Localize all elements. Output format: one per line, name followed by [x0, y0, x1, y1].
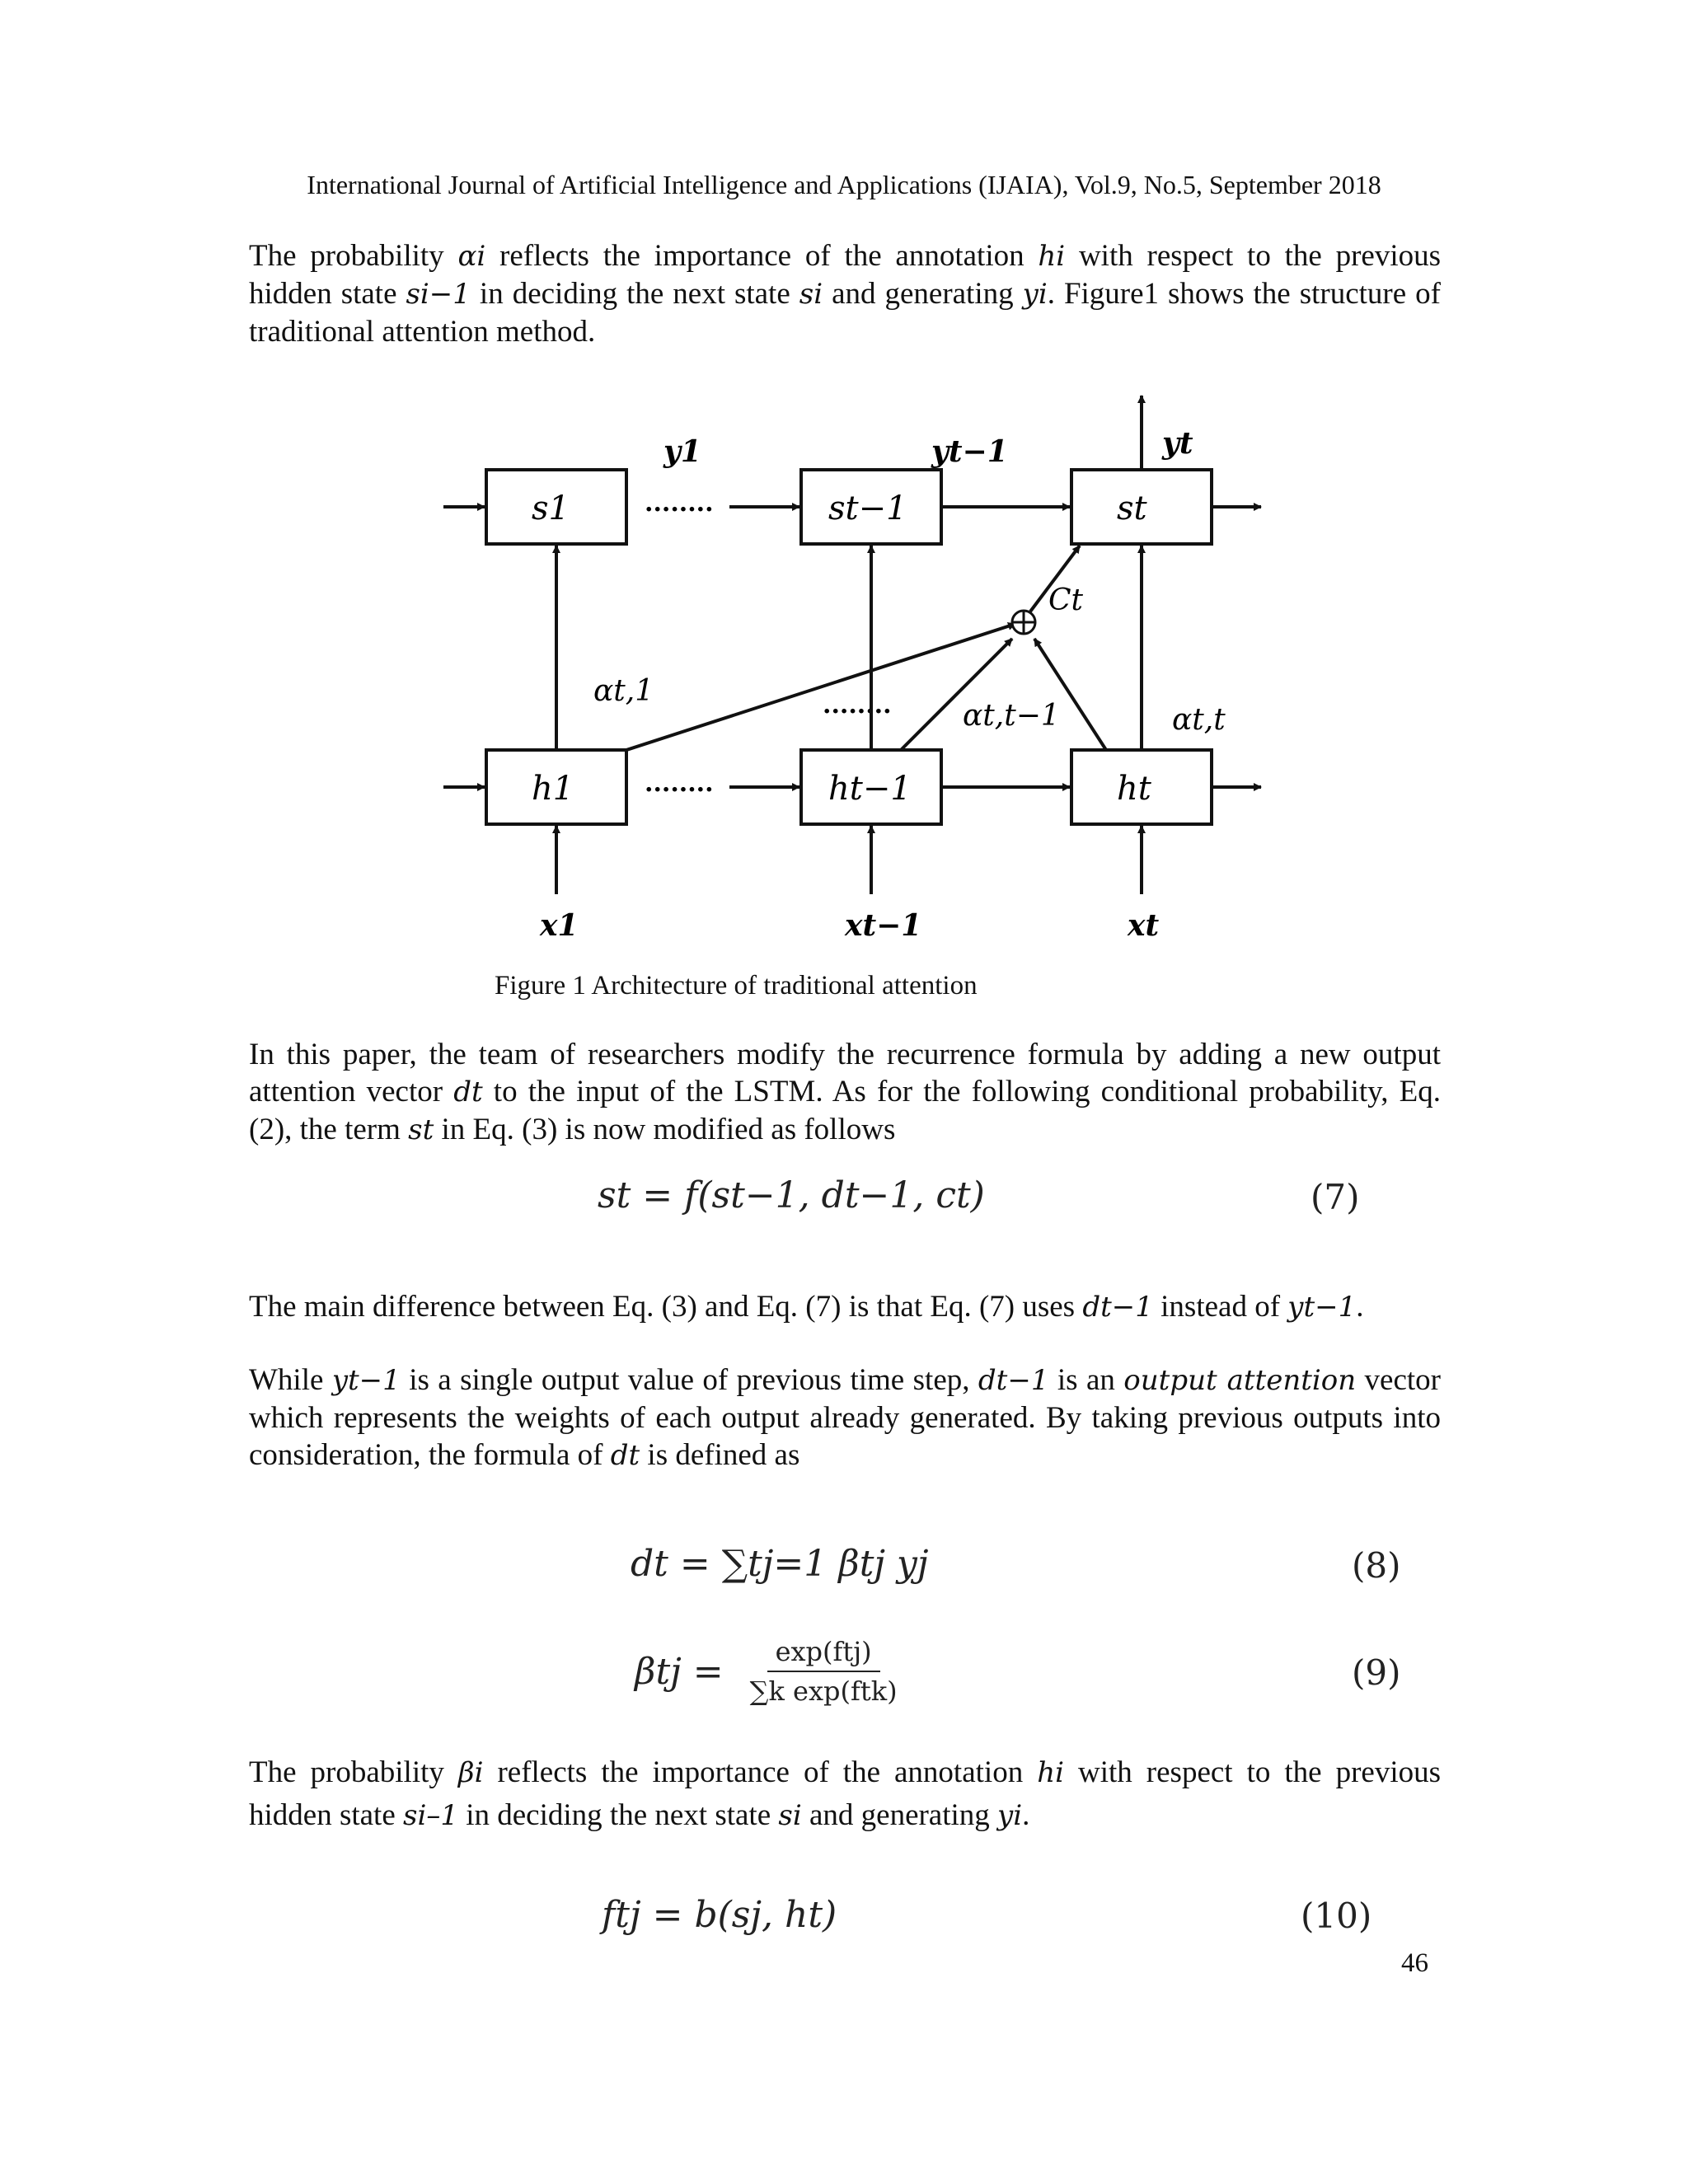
label-ht: ht: [1117, 770, 1151, 808]
paragraph-4: While yt−1 is a single output value of previous time step, dt−1 is an output attention vector which represents the weights of each output already generated. By taking previous outputs into consideration, the formula of dt is defined as: [249, 1363, 1441, 1472]
equation-9-numerator: exp(ftj): [767, 1636, 880, 1672]
label-y1: y1: [663, 434, 701, 469]
label-alpha-tt: αt,t: [1172, 703, 1226, 737]
paragraph-1: The probability αi reflects the importance of the annotation hi with respect to the previous hidden state si−1 in deciding the next state si and generating yi. Figure1 shows the structure of traditional attention method.: [249, 239, 1442, 349]
paragraph-3: The main difference between Eq. (3) and Eq. (7) is that Eq. (7) uses dt−1 instead of yt−1.: [249, 1290, 1364, 1324]
attention-architecture-figure: [429, 379, 1286, 956]
equation-9-number: (9): [1352, 1652, 1401, 1693]
label-h1: h1: [532, 770, 574, 808]
equation-7: st = f(st−1, dt−1, ct): [598, 1174, 985, 1216]
journal-header: International Journal of Artificial Intelligence and Applications (IJAIA), Vol.9, No.5, September 2018: [307, 170, 1381, 199]
label-x1: x1: [540, 908, 579, 943]
dots-bottom: ........: [645, 769, 714, 798]
label-xt: xt: [1128, 908, 1160, 943]
page-number: 46: [1401, 1948, 1428, 1978]
equation-10: ftj = b(sj, ht): [602, 1894, 837, 1936]
label-st: st: [1117, 490, 1147, 527]
label-alpha-tt-1: αt,t−1: [963, 699, 1060, 733]
paragraph-5: The probability βi reflects the importance of the annotation hi with respect to the previous hidden state si–1 in deciding the next state si and generating yi.: [249, 1755, 1441, 1832]
label-s1: s1: [532, 490, 570, 527]
equation-9-denominator: ∑k exp(ftk): [749, 1675, 898, 1707]
label-ht-1: ht−1: [828, 770, 912, 808]
equation-7-number: (7): [1311, 1177, 1360, 1217]
paragraph-2: In this paper, the team of researchers modify the recurrence formula by adding a new output attention vector dt to the input of the LSTM. As for the following conditional probability, Eq. (2), the term st in Eq. (3) is now modified as follows: [249, 1038, 1441, 1146]
label-st-1: st−1: [828, 490, 907, 527]
figure-caption: Figure 1 Architecture of traditional attention: [495, 971, 978, 1001]
label-xt-1: xt−1: [845, 908, 922, 943]
label-alpha-t1: αt,1: [593, 674, 654, 708]
dots-top: ........: [645, 489, 714, 518]
label-yt: yt: [1162, 426, 1193, 461]
label-ct: Ct: [1048, 583, 1084, 617]
label-yt-1: yt−1: [931, 434, 1008, 469]
equation-8: dt = ∑tj=1 βtj yj: [631, 1543, 929, 1585]
dots-middle: ........: [823, 691, 892, 719]
equation-9: βtj = $\frac{\text{exp(ftj)}}{\text{∑k exp(ftk)}}$: [635, 1636, 906, 1707]
equation-8-number: (8): [1352, 1545, 1401, 1586]
equation-10-number: (10): [1301, 1896, 1372, 1936]
